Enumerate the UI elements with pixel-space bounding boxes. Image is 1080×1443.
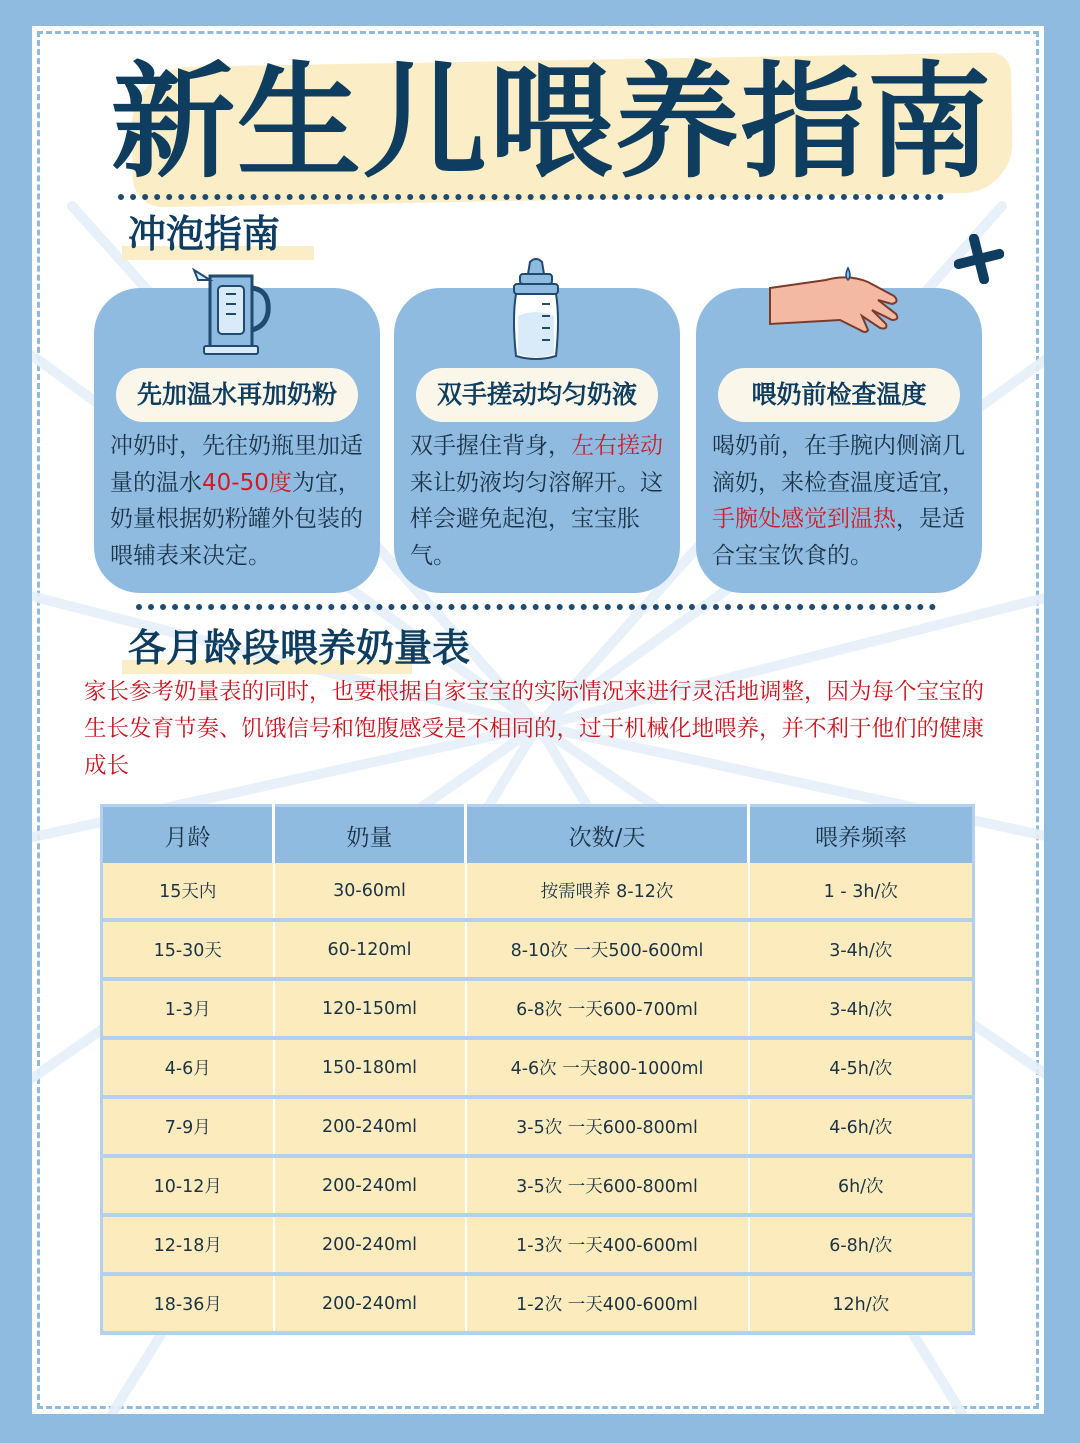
- card-title-pill: 先加温水再加奶粉: [116, 368, 358, 422]
- column-header-times: 次数/天: [466, 806, 749, 864]
- table-cell: 12h/次: [749, 1274, 974, 1333]
- table-cell: 3-5次 一天600-800ml: [466, 1156, 749, 1215]
- milk-table-intro: 家长参考奶量表的同时，也要根据自家宝宝的实际情况来进行灵活地调整，因为每个宝宝的生长发育节奏、饥饿信号和饱腹感受是不相同的，过于机械化地喂养，并不利于他们的健康成长: [84, 679, 985, 779]
- card-highlight: 手腕处感觉到温热: [712, 506, 896, 532]
- table-cell: 7-9月: [102, 1097, 274, 1156]
- hand-drop-icon: [768, 266, 908, 350]
- table-row: [102, 1215, 974, 1274]
- table-header-row: [102, 806, 974, 864]
- card-roll-bottle: [394, 288, 680, 593]
- table-cell: 1-3月: [102, 979, 274, 1038]
- divider-top: [118, 194, 944, 200]
- plus-icon: [954, 234, 1004, 284]
- table-cell: 200-240ml: [274, 1097, 466, 1156]
- card-check-temperature: [696, 288, 982, 593]
- column-header-frequency: 喂养频率: [749, 806, 974, 864]
- section-heading-milk-table-text: 各月龄段喂养奶量表: [128, 626, 471, 670]
- table-cell: 6-8h/次: [749, 1215, 974, 1274]
- table-cell: 150-180ml: [274, 1038, 466, 1097]
- table-cell: 3-5次 一天600-800ml: [466, 1097, 749, 1156]
- table-cell: 4-6次 一天800-1000ml: [466, 1038, 749, 1097]
- card-description: 双手握住背身，左右搓动来让奶液均匀溶解开。这样会避免起泡，宝宝胀气。: [410, 433, 663, 569]
- title-area: [72, 38, 1012, 208]
- paper-panel: [32, 26, 1044, 1414]
- table-cell: 10-12月: [102, 1156, 274, 1215]
- kettle-icon: [190, 266, 276, 358]
- table-row: [102, 1156, 974, 1215]
- section-heading-milk-table: [128, 622, 470, 674]
- milk-amount-table: [100, 804, 975, 1335]
- table-row: [102, 920, 974, 979]
- table-cell: 12-18月: [102, 1215, 274, 1274]
- table-cell: 4-6h/次: [749, 1097, 974, 1156]
- table-row: [102, 1274, 974, 1333]
- table-row: [102, 1097, 974, 1156]
- section-heading-brewing-text: 冲泡指南: [128, 212, 281, 256]
- table-cell: 3-4h/次: [749, 920, 974, 979]
- table-cell: 4-6月: [102, 1038, 274, 1097]
- table-cell: 6-8次 一天600-700ml: [466, 979, 749, 1038]
- table-cell: 200-240ml: [274, 1274, 466, 1333]
- card-description: 冲奶时，先往奶瓶里加适量的温水40-50度为宜，奶量根据奶粉罐外包装的喂辅表来决定。: [110, 433, 363, 569]
- card-highlight: 40-50度: [202, 469, 292, 496]
- table-cell: 1 - 3h/次: [749, 863, 974, 920]
- baby-bottle-icon: [506, 258, 566, 364]
- table-cell: 120-150ml: [274, 979, 466, 1038]
- card-title-pill: 喂奶前检查温度: [718, 368, 960, 422]
- column-header-amount: 奶量: [274, 806, 466, 864]
- card-warm-water-first: [94, 288, 380, 593]
- column-header-age: 月龄: [102, 806, 274, 864]
- table-cell: 1-3次 一天400-600ml: [466, 1215, 749, 1274]
- card-highlight: 左右搓动: [571, 433, 663, 459]
- table-cell: 200-240ml: [274, 1156, 466, 1215]
- table-cell: 200-240ml: [274, 1215, 466, 1274]
- section-heading-brewing: [128, 208, 280, 260]
- table-row: [102, 979, 974, 1038]
- table-cell: 15-30天: [102, 920, 274, 979]
- table-cell: 8-10次 一天500-600ml: [466, 920, 749, 979]
- table-cell: 1-2次 一天400-600ml: [466, 1274, 749, 1333]
- table-row: [102, 863, 974, 920]
- table-cell: 4-5h/次: [749, 1038, 974, 1097]
- table-row: [102, 1038, 974, 1097]
- table-cell: 按需喂养 8-12次: [466, 863, 749, 920]
- table-cell: 3-4h/次: [749, 979, 974, 1038]
- table-cell: 6h/次: [749, 1156, 974, 1215]
- page-title: 新生儿喂养指南: [110, 51, 993, 195]
- divider-middle: [136, 604, 936, 610]
- table-cell: 60-120ml: [274, 920, 466, 979]
- table-cell: 15天内: [102, 863, 274, 920]
- card-title-pill: 双手搓动均匀奶液: [416, 368, 658, 422]
- table-cell: 18-36月: [102, 1274, 274, 1333]
- card-description: 喝奶前，在手腕内侧滴几滴奶，来检查温度适宜，手腕处感觉到温热，是适合宝宝饮食的。: [712, 433, 965, 569]
- table-cell: 30-60ml: [274, 863, 466, 920]
